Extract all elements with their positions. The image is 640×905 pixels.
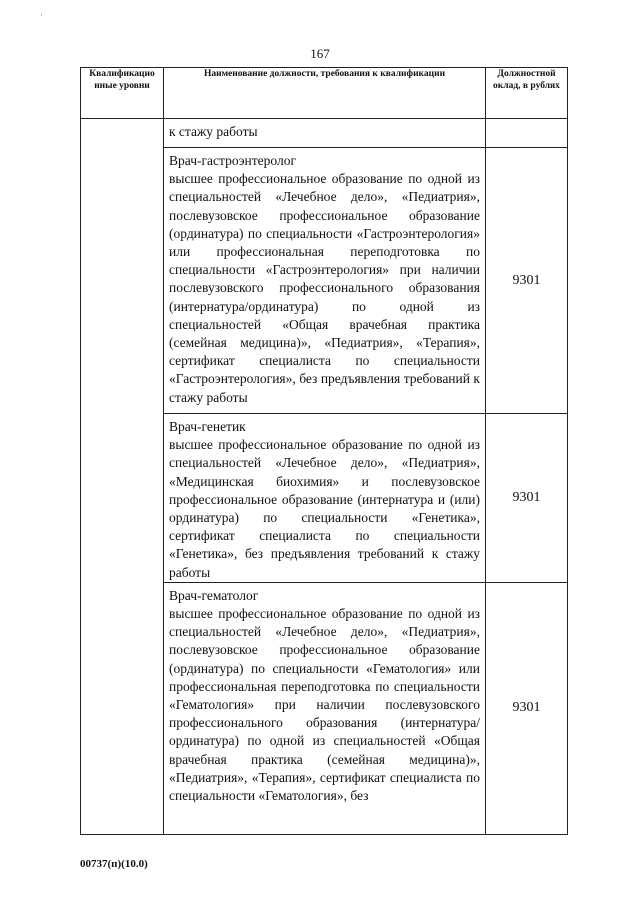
table-row: [81, 119, 568, 148]
position-title: Врач-гематолог: [169, 587, 259, 603]
requirements-cell: [164, 582, 486, 834]
scan-mark: ·: [40, 10, 43, 20]
qualification-level-cell: [81, 119, 164, 835]
requirements-text: к стажу работы: [169, 124, 258, 139]
requirements-text: высшее профессиональное образование по одной из специальностей «Лечебное дело», «Педиатрия», послевузовское профессиональное образование (ординатура) по специальности «Гематология» или профессиональная переподготовка по специальности «Гематология» при наличии послевузовского профессионального образования (интернатура/ординатура) по одной из специальностей «Общая врачебная практика (семейная медицина)», «Педиатрия», «Терапия», сертификат специалиста по специальности «Гематология», без: [169, 606, 480, 804]
position-title: Врач-гастроэнтеролог: [169, 153, 296, 168]
document-code: 00737(п)(10.0): [80, 858, 148, 870]
header-qualification-levels: Квалификацио нные уровни: [81, 68, 164, 119]
requirements-text: высшее профессиональное образование по одной из специальностей «Лечебное дело», «Педиатрия», послевузовское профессиональное образование (ординатура) по специальности «Гастроэнтерология» или профессиональная переподготовка по специальности «Гастроэнтерология» при наличии послевузовского профессионального образования (интернатура/ординатура) по одной из специальностей «Общая врачебная практика (семейная медицина)», «Педиатрия», «Терапия», сертификат специалиста по специальности «Гастроэнтерология», без предъявления требований к стажу работы: [169, 171, 480, 405]
header-salary: Должностной оклад, в рублях: [486, 68, 568, 119]
salary-cell: 9301: [486, 148, 568, 414]
header-position-requirements: Наименование должности, требования к квалификации: [164, 68, 486, 119]
requirements-cell: [164, 119, 486, 148]
page-number: 167: [310, 46, 330, 61]
requirements-text: высшее профессиональное образование по одной из специальностей «Лечебное дело», «Педиатрия», «Медицинская биохимия» и послевузовское профессиональное образование (интернатура и (или) ординатура) по специальности «Генетика», сертификат специалиста по специальности «Генетика», без предъявления требований к стажу работы: [169, 437, 480, 580]
salary-cell: [486, 119, 568, 148]
qualification-table: [80, 67, 568, 835]
position-title: Врач-генетик: [169, 419, 246, 434]
requirements-cell: [164, 414, 486, 583]
salary-cell: 9301: [486, 414, 568, 583]
salary-cell: 9301: [486, 582, 568, 834]
requirements-cell: [164, 148, 486, 414]
table-header-row: [81, 68, 568, 119]
